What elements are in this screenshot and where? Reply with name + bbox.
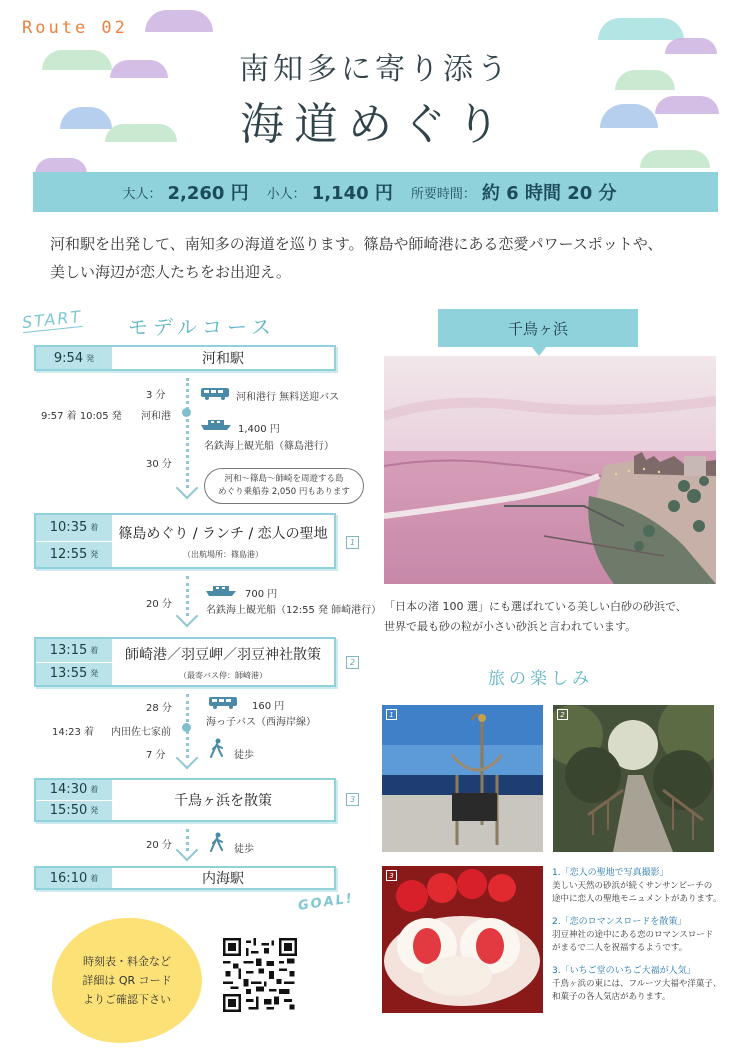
child-price: 1,140 円 bbox=[311, 183, 393, 204]
strawberry-daifuku-illustration bbox=[382, 866, 543, 1013]
chevron-down-icon bbox=[176, 605, 199, 628]
stop-name: 篠島めぐり / ランチ / 恋人の聖地 bbox=[118, 525, 328, 542]
chevron-down-icon bbox=[176, 839, 199, 862]
fun-note-item: 1.「恋人の聖地で写真撮影」 美しい天然の砂浜が続くサンサンビーチの 途中に恋人の聖地モニュメントがあります。 bbox=[552, 868, 722, 904]
cloud-decoration bbox=[145, 10, 213, 32]
qr-code[interactable] bbox=[223, 938, 297, 1012]
intro-text bbox=[50, 230, 720, 286]
fun-title: 旅の楽しみ bbox=[488, 669, 593, 689]
stop-name: 千鳥ヶ浜を散策 bbox=[174, 793, 272, 809]
transfer-dot bbox=[182, 408, 191, 417]
stop-sub: （出航場所：篠島港） bbox=[183, 549, 263, 559]
stop-name: 師崎港／羽豆岬／羽豆神社散策 bbox=[125, 646, 321, 663]
bus-icon bbox=[200, 387, 230, 401]
cloud-decoration bbox=[640, 150, 710, 168]
monument-photo: 1 bbox=[382, 705, 543, 852]
cloud-decoration bbox=[598, 18, 684, 40]
beach-caption: 「日本の渚 100 選」にも選ばれている美しい白砂の砂浜で、 世界で最も砂の粒が小さい砂浜と言われています。 bbox=[384, 600, 687, 633]
bus-icon bbox=[208, 696, 238, 710]
romance-road-photo: 2 bbox=[553, 705, 714, 852]
stop-number-badge: 2 bbox=[346, 656, 359, 669]
duration-value: 約 6 時間 20 分 bbox=[481, 183, 617, 204]
route-label: Route 02 bbox=[22, 18, 128, 38]
strawberry-daifuku-photo: 3 bbox=[382, 866, 543, 1013]
course-title: モデルコース bbox=[128, 315, 276, 339]
duration-label: 所要時間： bbox=[410, 186, 476, 202]
stop-number-badge: 3 bbox=[346, 793, 359, 806]
monument-illustration bbox=[382, 705, 543, 852]
fun-note-item: 3.「いちご堂のいちご大福が人気」 千鳥ヶ浜の東には、フルーツ大福や洋菓子、 和菓子の各人気店があります。 bbox=[552, 966, 722, 1002]
forest-path-illustration bbox=[553, 705, 714, 852]
stop-morozaki: 13:15 着 13:55 発 師崎港／羽豆岬／羽豆神社散策 （最寄バス停：師崎港） bbox=[34, 637, 336, 687]
ship-icon bbox=[200, 417, 232, 431]
fun-note-item: 2.「恋のロマンスロードを散策」 羽豆神社の途中にある恋のロマンスロード がまるで二人を祝福するようです。 bbox=[552, 917, 714, 953]
stop-kowa-station: 9:54 発 河和駅 bbox=[34, 345, 336, 371]
stop-utsumi-station: 16:10 着 内海駅 bbox=[34, 866, 336, 890]
beach-label: 千鳥ヶ浜 bbox=[438, 309, 638, 347]
transfer-dot bbox=[182, 723, 191, 732]
child-label: 小人： bbox=[266, 186, 306, 202]
route-line bbox=[186, 378, 189, 488]
stop-number-badge: 1 bbox=[346, 536, 359, 549]
stop-sub: （最寄バス停：師崎港） bbox=[179, 670, 267, 680]
start-label: START bbox=[21, 306, 84, 333]
qr-note: 時刻表・料金など 詳細は QR コード よりご確認下さい bbox=[52, 918, 202, 1043]
page-subtitle: 南知多に寄り添う bbox=[239, 52, 511, 87]
page-title: 海道めぐり bbox=[240, 99, 510, 150]
intro-line: 美しい海辺が恋人たちをお出迎え。 bbox=[50, 263, 291, 281]
price-band bbox=[33, 172, 718, 212]
goal-label: GOAL! bbox=[297, 891, 355, 914]
fun-notes bbox=[552, 866, 742, 1013]
adult-label: 大人： bbox=[122, 186, 162, 202]
stop-shinojima: 10:35 着 12:55 発 篠島めぐり / ランチ / 恋人の聖地 （出航場所：篠島港） bbox=[34, 513, 336, 569]
adult-price: 2,260 円 bbox=[167, 183, 249, 204]
ticket-note-bubble: 河和～篠島～師崎を周遊する島 めぐり乗船券 2,050 円もあります bbox=[204, 468, 364, 504]
stop-chidorigahama: 14:30 着 15:50 発 千鳥ヶ浜を散策 bbox=[34, 778, 336, 822]
walk-icon bbox=[209, 738, 225, 758]
intro-line: 河和駅を出発して、南知多の海道を巡ります。篠島や師崎港にある恋愛パワースポットや、 bbox=[50, 235, 663, 253]
stop-name: 内海駅 bbox=[202, 871, 244, 887]
ship-icon bbox=[205, 583, 237, 597]
chevron-down-icon bbox=[176, 477, 199, 500]
chevron-down-icon bbox=[176, 747, 199, 770]
walk-icon bbox=[209, 832, 225, 852]
stop-name: 河和駅 bbox=[202, 351, 244, 367]
beach-watercolor-illustration bbox=[384, 356, 716, 584]
